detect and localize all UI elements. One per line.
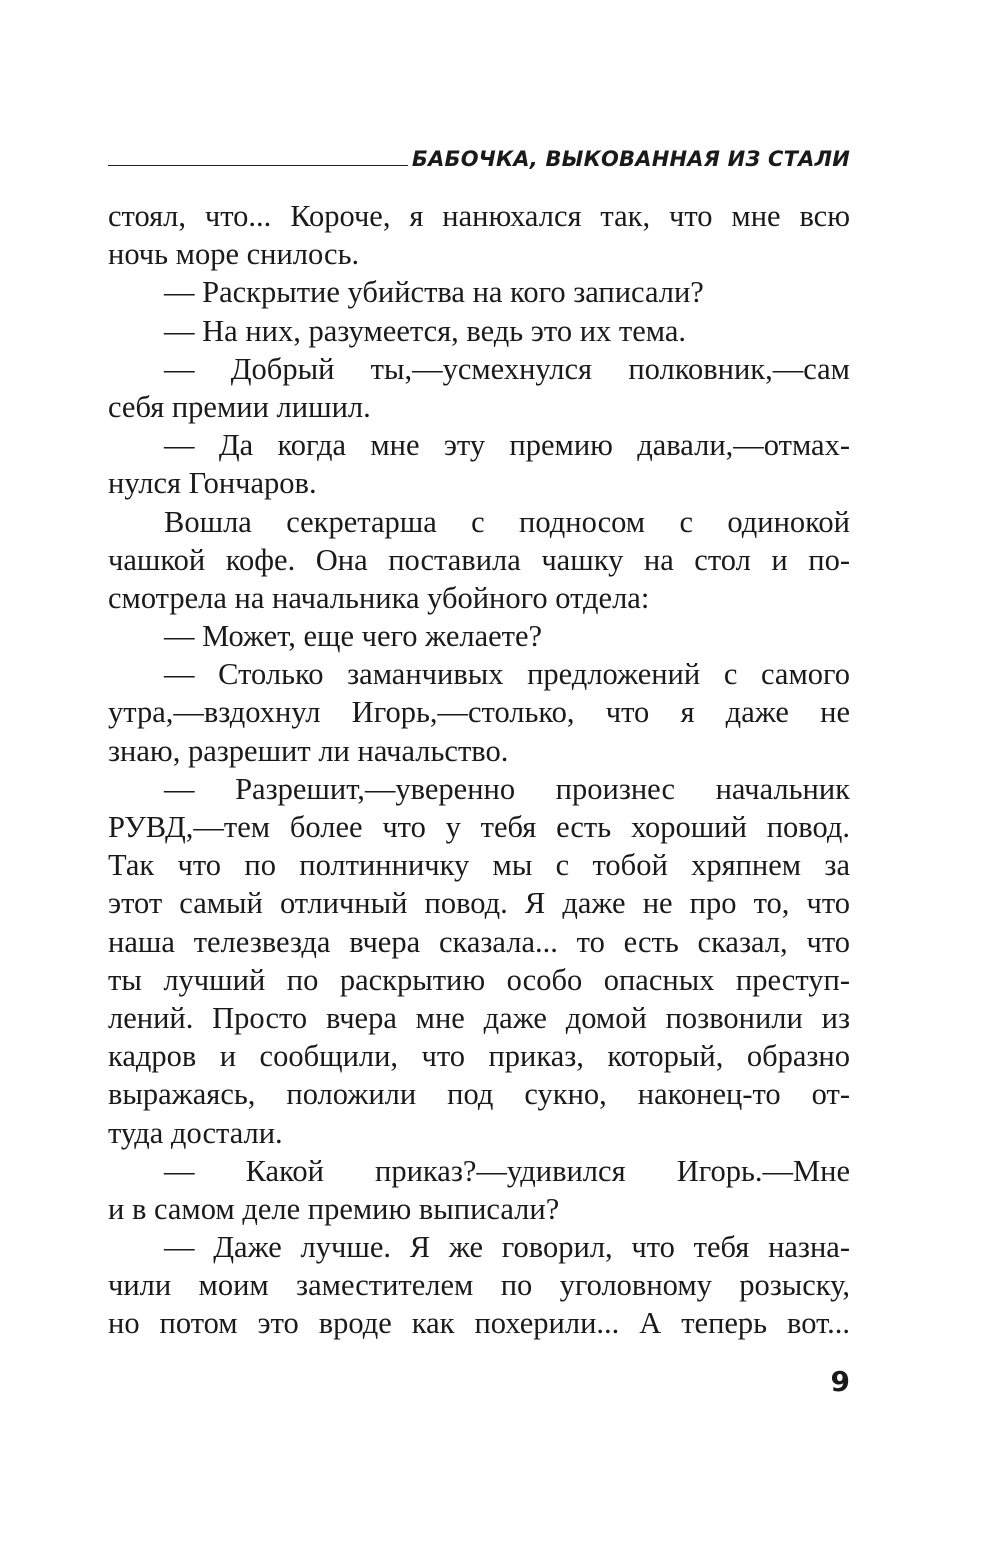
text-line: Так что по полтинничку мы с тобой хряпнем за [108, 848, 850, 883]
running-title: БАБОЧКА, ВЫКОВАННАЯ ИЗ СТАЛИ [411, 147, 850, 171]
text-line: утра,—вздохнул Игорь,—столько, что я даже не [108, 695, 850, 730]
text-line: — Столько заманчивых предложений с самого [164, 657, 850, 692]
text-line: — Какой приказ?—удивился Игорь.—Мне [164, 1153, 850, 1188]
text-line: — Да когда мне эту премию давали,—отмах- [164, 428, 850, 463]
text-line: — Может, еще чего желаете? [164, 619, 543, 654]
text-line: — Даже лучше. Я же говорил, что тебя назна- [164, 1230, 850, 1265]
text-line: ты лучший по раскрытию особо опасных преступ- [108, 962, 850, 997]
text-line: РУВД,—тем более что у тебя есть хороший повод. [108, 810, 850, 844]
text-line: чашкой кофе. Она поставила чашку на стол и по- [108, 542, 850, 577]
text-line: ночь море снилось. [108, 237, 360, 272]
text-line: лений. Просто вчера мне даже домой позвонили из [108, 1000, 850, 1035]
text-line: туда достали. [108, 1115, 283, 1150]
text-line: — Добрый ты,—усмехнулся полковник,—сам [164, 351, 850, 386]
text-line: наша телезвезда вчера сказала... то есть сказал, что [108, 924, 850, 959]
text-line: но потом это вроде как похерили... А теперь вот... [108, 1306, 850, 1341]
text-line: — На них, разумеется, ведь это их тема. [164, 313, 687, 348]
text-line: выражаясь, положили под сукно, наконец-то от- [108, 1077, 850, 1112]
text-line: нулся Гончаров. [108, 466, 317, 501]
text-line: Вошла секретарша с подносом с одинокой [164, 504, 850, 539]
text-line: чили моим заместителем по уголовному розыску, [108, 1268, 850, 1303]
text-line: стоял, что... Короче, я нанюхался так, что мне всю [108, 199, 850, 233]
header-rule [108, 165, 408, 166]
text-line: кадров и сообщили, что приказ, который, образно [108, 1039, 850, 1074]
text-line: себя премии лишил. [108, 389, 371, 424]
text-line: знаю, разрешит ли начальство. [108, 733, 509, 768]
page-number: 9 [830, 1365, 850, 1398]
body-text [108, 197, 850, 1343]
text-line: этот самый отличный повод. Я даже не про то, что [108, 886, 850, 921]
running-header [108, 138, 850, 170]
text-line: — Раскрытие убийства на кого записали? [164, 275, 704, 310]
text-line: — Разрешит,—уверенно произнес начальник [164, 771, 850, 806]
text-line: смотрела на начальника убойного отдела: [108, 580, 650, 615]
text-line: и в самом деле премию выписали? [108, 1191, 560, 1226]
